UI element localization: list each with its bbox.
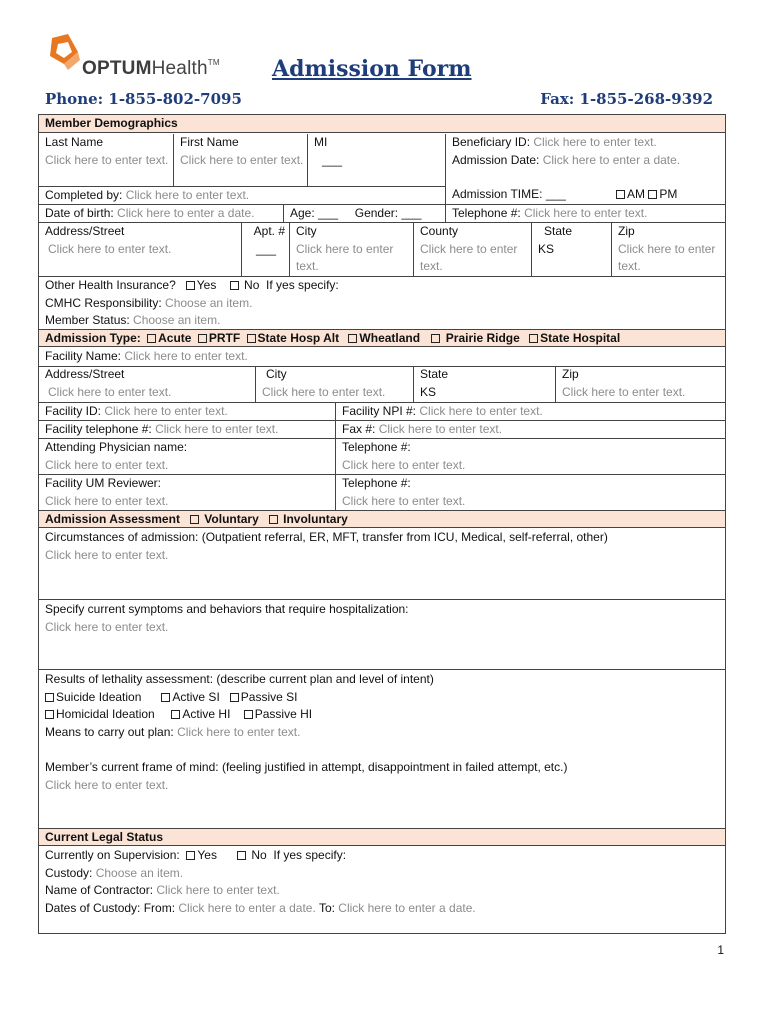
cmhc-field[interactable]: CMHC Responsibility: Choose an item. — [45, 295, 253, 310]
facility-city-field[interactable]: City Click here to enter text. — [255, 366, 413, 402]
apt-field[interactable]: Apt. # ___ — [241, 222, 289, 276]
attending-physician-field[interactable]: Attending Physician name: Click here to enter text. — [39, 438, 335, 474]
facility-zip-field[interactable]: Zip Click here to enter text. — [555, 366, 725, 402]
other-insurance-field[interactable]: Other Health Insurance? Yes No If yes specify: — [45, 278, 339, 292]
first-name-value[interactable]: Click here to enter text. — [180, 152, 304, 167]
insurance-yes-checkbox[interactable] — [186, 281, 195, 290]
last-name-field[interactable] — [39, 134, 173, 169]
optum-logo — [44, 34, 244, 78]
zip-field[interactable]: Zip Click here to enter text. — [611, 222, 725, 276]
prairie-ridge-checkbox[interactable] — [431, 334, 440, 343]
um-telephone-field[interactable]: Telephone #: Click here to enter text. — [335, 474, 725, 510]
first-name-field[interactable] — [173, 134, 307, 186]
section-admission-assessment: Admission Assessment Voluntary Involuntary — [39, 510, 725, 528]
fax-number: Fax: 1-855-268-9392 — [540, 90, 713, 108]
active-hi-checkbox[interactable] — [171, 710, 180, 719]
insurance-block — [39, 276, 725, 329]
beneficiary-block — [445, 134, 725, 186]
custody-field[interactable]: Custody: Choose an item. — [45, 865, 184, 880]
supervision-field[interactable]: Currently on Supervision: Yes No If yes specify: — [45, 848, 347, 862]
telephone-field[interactable]: Telephone #: Click here to enter text. — [445, 204, 725, 222]
contractor-field[interactable]: Name of Contractor: Click here to enter text. — [45, 883, 280, 897]
involuntary-checkbox[interactable] — [269, 515, 278, 524]
supervision-yes-checkbox[interactable] — [186, 851, 195, 860]
state-hospital-checkbox[interactable] — [529, 334, 538, 343]
passive-hi-checkbox[interactable] — [244, 710, 253, 719]
active-si-checkbox[interactable] — [161, 693, 170, 702]
am-pm-checkboxes[interactable]: AM PM — [616, 186, 677, 204]
phone-number: Phone: 1-855-802-7095 — [45, 90, 242, 108]
prtf-checkbox[interactable] — [198, 334, 207, 343]
member-status-field[interactable]: Member Status: Choose an item. — [45, 313, 221, 327]
state-field[interactable]: State KS — [531, 222, 611, 276]
physician-telephone-field[interactable]: Telephone #: Click here to enter text. — [335, 438, 725, 474]
voluntary-checkbox[interactable] — [190, 515, 199, 524]
pm-checkbox[interactable] — [648, 190, 657, 199]
dob-field[interactable]: Date of birth: Click here to enter a date. — [39, 204, 283, 222]
acute-checkbox[interactable] — [147, 334, 156, 343]
wheatland-checkbox[interactable] — [348, 334, 357, 343]
frame-of-mind-value[interactable]: Click here to enter text. — [45, 777, 169, 792]
address-field[interactable]: Address/Street Click here to enter text. — [39, 222, 241, 276]
completed-by-field[interactable]: Completed by: Click here to enter text. — [39, 186, 445, 205]
admission-date-field[interactable]: Admission Date: Click here to enter a date. — [452, 152, 681, 167]
page-number: 1 — [717, 943, 724, 957]
frame-of-mind-label: Member’s current frame of mind: (feeling justified in attempt, disappointment in failed attempt, etc.) — [45, 760, 568, 774]
facility-telephone-field[interactable]: Facility telephone #: Click here to enter text. — [39, 420, 335, 438]
passive-si-checkbox[interactable] — [230, 693, 239, 702]
last-name-label: Last Name — [45, 135, 104, 149]
optum-logo-icon — [44, 34, 84, 78]
county-field[interactable]: County Click here to enter text. — [413, 222, 531, 276]
facility-address-field[interactable]: Address/Street Click here to enter text. — [45, 367, 172, 399]
facility-npi-field[interactable]: Facility NPI #: Click here to enter text. — [335, 402, 725, 420]
mi-field[interactable] — [307, 134, 445, 186]
facility-id-field[interactable]: Facility ID: Click here to enter text. — [39, 402, 335, 420]
lethality-block: Results of lethality assessment: (describe current plan and level of intent) Suicide Ideation Active SI Passive SI Homicidal Ideation Active HI Passive HI Means to carry out plan: Click here to enter text. Member’s current frame of mind: (feeling justified in attempt, disappointment in failed attempt, etc.) Click here to enter text. — [39, 669, 725, 828]
facility-name-field[interactable]: Facility Name: Click here to enter text. — [45, 349, 248, 363]
mi-value[interactable]: ___ — [322, 152, 343, 167]
page-title: Admission Form — [272, 56, 472, 82]
section-legal-status: Current Legal Status — [39, 828, 725, 846]
age-gender-field[interactable]: Age: ___ Gender: ___ — [283, 204, 445, 222]
section-member-demographics: Member Demographics — [39, 115, 725, 133]
custody-dates-field[interactable]: Dates of Custody: From: Click here to enter a date. To: Click here to enter a date. — [45, 900, 476, 915]
state-hosp-alt-checkbox[interactable] — [247, 334, 256, 343]
mi-label: MI — [314, 135, 328, 149]
am-checkbox[interactable] — [616, 190, 625, 199]
means-field[interactable]: Means to carry out plan: Click here to enter text. — [45, 724, 301, 739]
insurance-no-checkbox[interactable] — [230, 281, 239, 290]
facility-fax-field[interactable]: Fax #: Click here to enter text. — [335, 420, 725, 438]
suicide-ideation-checkbox[interactable] — [45, 693, 54, 702]
last-name-value[interactable]: Click here to enter text. — [45, 152, 169, 167]
ideation-row-1: Suicide Ideation Active SI Passive SI — [45, 689, 725, 707]
supervision-no-checkbox[interactable] — [237, 851, 246, 860]
admission-form — [38, 114, 726, 934]
first-name-label: First Name — [180, 135, 239, 149]
logo-wordmark: OPTUMHealth™ — [82, 58, 220, 79]
um-reviewer-field[interactable]: Facility UM Reviewer: Click here to enter text. — [39, 474, 335, 510]
beneficiary-id-field[interactable]: Beneficiary ID: Click here to enter text. — [452, 135, 657, 149]
ideation-row-2: Homicidal Ideation Active HI Passive HI — [45, 706, 725, 724]
symptoms-field[interactable]: Specify current symptoms and behaviors that require hospitalization: Click here to enter text. — [39, 599, 725, 669]
city-field[interactable]: City Click here to enter text. — [289, 222, 413, 276]
homicidal-ideation-checkbox[interactable] — [45, 710, 54, 719]
facility-state-field[interactable]: State KS — [413, 366, 555, 402]
admission-type-row: Admission Type: Acute PRTF State Hosp Alt Wheatland Prairie Ridge State Hospital — [39, 329, 725, 347]
legal-block — [39, 847, 725, 933]
circumstances-field[interactable]: Circumstances of admission: (Outpatient referral, ER, MFT, transfer from ICU, Medical, self-referral, other) Click here to enter text. — [45, 530, 608, 562]
divider — [39, 366, 725, 367]
admission-time-field[interactable]: Admission TIME: ___ AM PM — [445, 186, 725, 204]
